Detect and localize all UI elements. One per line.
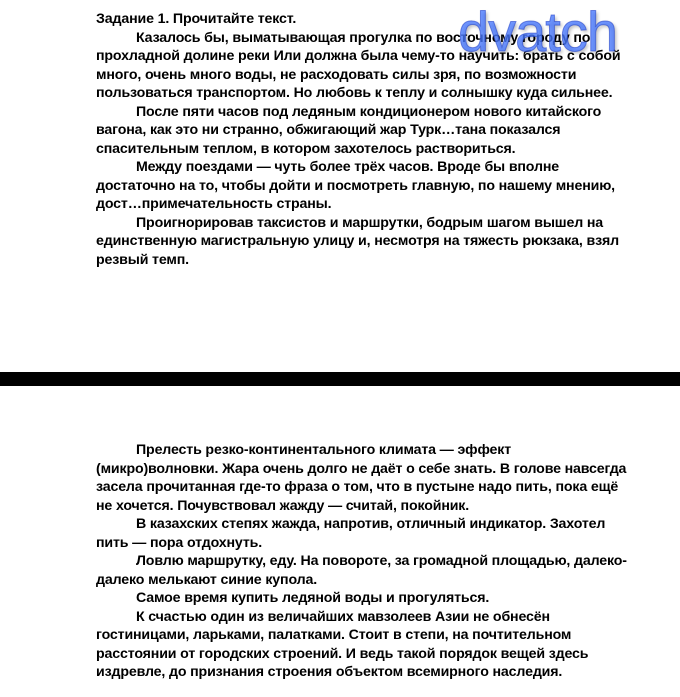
paragraph: После пяти часов под ледяным кондиционером нового китайского вагона, как это ни странно, обжигающий жар Турк…тана показался спасительным теплом, в котором захотелось раствориться. [96,103,602,157]
paragraph: Проигнорировав таксистов и маршрутки, бодрым шагом вышел на единственную магистральную улицу и, несмотря на тяжесть рюкзака, взял резвый темп. [96,214,619,268]
paragraph: Казалось бы, выматывающая прогулка по восточному городу по прохладной долине реки Или должна была чему-то научить: брать с собой много, очень много воды, не расходовать силы зря, по возможности пользоваться транспортом. Но любовь к теплу и солнышку куда сильнее. [96,29,621,101]
paragraph: В казахских степях жажда, напротив, отличный индикатор. Захотел пить — пора отдохнуть. [96,516,606,551]
watermark-logo: dvatch [458,0,617,63]
paragraph: Самое время купить ледяной воды и прогуляться. [136,590,490,606]
paragraph: Ловлю маршрутку, еду. На повороте, за громадной площадью, далеко-далеко мелькают синие купола. [96,553,627,588]
paragraph: Прелесть резко-континентального климата — эффект (микро)волновки. Жара очень долго не даёт о себе знать. В голове навсегда засела прочитанная где-то фраза о том, что в пустыне надо пить, пока ещё не хочется. Почувствовал жажду — считай, покойник. [96,442,627,514]
page-divider [0,372,680,386]
task-title: Задание 1. Прочитайте текст. [96,11,297,27]
document-page-bottom [0,386,680,697]
document-text-bottom [96,441,636,682]
paragraph: Между поездами — чуть более трёх часов. Вроде бы вполне достаточно на то, чтобы дойти и посмотреть главную, по нашему мнению, дост…примечательность страны. [96,159,615,212]
paragraph: К счастью один из величайших мавзолеев Азии не обнесён гостиницами, ларьками, палатками. Стоит в степи, на почтительном расстоянии от городских строений. И ведь такой порядок вещей здесь издревле, до признания строения объектом всемирного наследия. [96,608,589,680]
